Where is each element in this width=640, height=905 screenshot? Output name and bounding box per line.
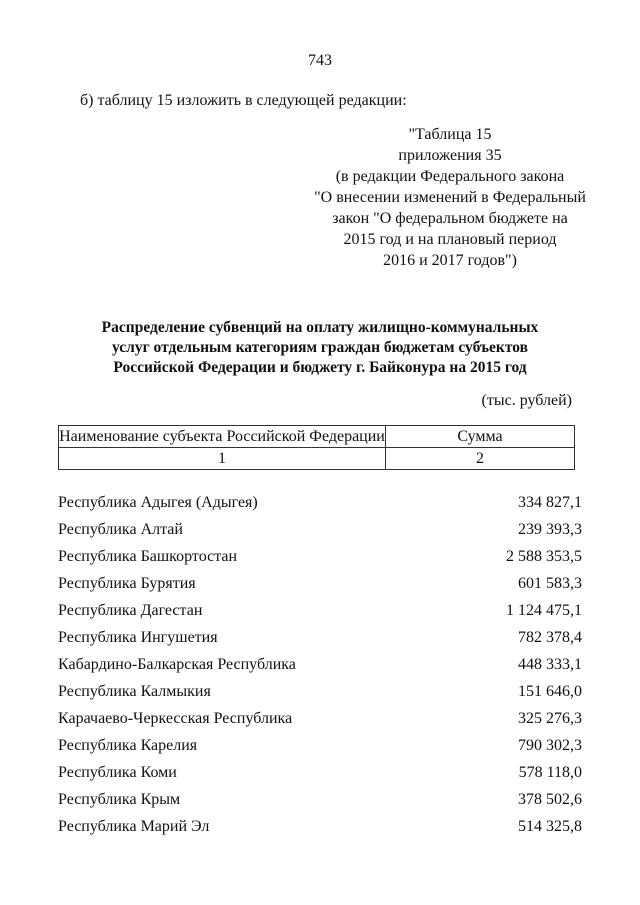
page-number: 743 xyxy=(308,52,332,69)
table-row xyxy=(58,789,582,816)
region-name: Карачаево-Черкесская Республика xyxy=(58,710,293,727)
column-number-2: 2 xyxy=(386,448,575,470)
header-row xyxy=(59,426,575,448)
region-name: Кабардино-Балкарская Республика xyxy=(58,656,296,673)
table-title xyxy=(60,318,580,378)
region-sum: 578 118,0 xyxy=(518,764,582,781)
table-row xyxy=(58,735,582,762)
region-name: Республика Алтай xyxy=(58,521,183,538)
region-name: Республика Бурятия xyxy=(58,575,196,592)
table-row xyxy=(58,708,582,735)
region-name: Республика Коми xyxy=(58,764,177,781)
region-name: Республика Дагестан xyxy=(58,602,203,619)
annex-line: 2015 год и на плановый период xyxy=(343,231,557,248)
region-name: Республика Ингушетия xyxy=(58,629,218,646)
table-row xyxy=(58,519,582,546)
table-row xyxy=(58,600,582,627)
region-sum: 1 124 475,1 xyxy=(506,602,582,619)
column-number-1: 1 xyxy=(59,448,386,470)
region-name: Республика Башкортостан xyxy=(58,548,238,565)
region-sum: 325 276,3 xyxy=(518,710,582,727)
region-sum: 2 588 353,5 xyxy=(506,548,582,565)
table-header xyxy=(58,425,575,470)
table-body xyxy=(58,492,582,843)
region-name: Республика Адыгея (Адыгея) xyxy=(58,494,258,511)
intro-text: б) таблицу 15 изложить в следующей редакции: xyxy=(80,92,407,109)
annex-line: приложения 35 xyxy=(398,147,502,164)
table-row xyxy=(58,654,582,681)
region-name: Республика Калмыкия xyxy=(58,683,211,700)
region-sum: 514 325,8 xyxy=(518,818,582,835)
units-label: (тыс. рублей) xyxy=(481,392,572,409)
region-sum: 448 333,1 xyxy=(518,656,582,673)
table-row xyxy=(58,573,582,600)
annex-reference xyxy=(300,124,600,271)
region-name: Республика Крым xyxy=(58,791,181,808)
annex-line: "Таблица 15 xyxy=(408,126,492,143)
annex-line: 2016 и 2017 годов") xyxy=(383,252,517,269)
title-line: услуг отдельным категориям граждан бюджетам субъектов xyxy=(112,339,528,356)
table-row xyxy=(58,816,582,843)
region-sum: 239 393,3 xyxy=(518,521,582,538)
region-sum: 378 502,6 xyxy=(518,791,582,808)
region-sum: 601 583,3 xyxy=(518,575,582,592)
region-sum: 790 302,3 xyxy=(518,737,582,754)
region-sum: 782 378,4 xyxy=(518,629,582,646)
header-sum: Сумма xyxy=(386,426,575,448)
table-row xyxy=(58,627,582,654)
header-name: Наименование субъекта Российской Федерации xyxy=(59,426,386,448)
annex-line: "О внесении изменений в Федеральный xyxy=(314,189,586,206)
column-number-row xyxy=(59,448,575,470)
region-name: Республика Марий Эл xyxy=(58,818,210,835)
annex-line: закон "О федеральном бюджете на xyxy=(332,210,568,227)
table-row xyxy=(58,546,582,573)
title-line: Российской Федерации и бюджету г. Байконура на 2015 год xyxy=(113,359,527,376)
title-line: Распределение субвенций на оплату жилищно-коммунальных xyxy=(101,319,539,336)
region-sum: 151 646,0 xyxy=(518,683,582,700)
table-row xyxy=(58,492,582,519)
region-name: Республика Карелия xyxy=(58,737,198,754)
annex-line: (в редакции Федерального закона xyxy=(335,168,565,185)
table-row xyxy=(58,762,582,789)
table-row xyxy=(58,681,582,708)
region-sum: 334 827,1 xyxy=(518,494,582,511)
